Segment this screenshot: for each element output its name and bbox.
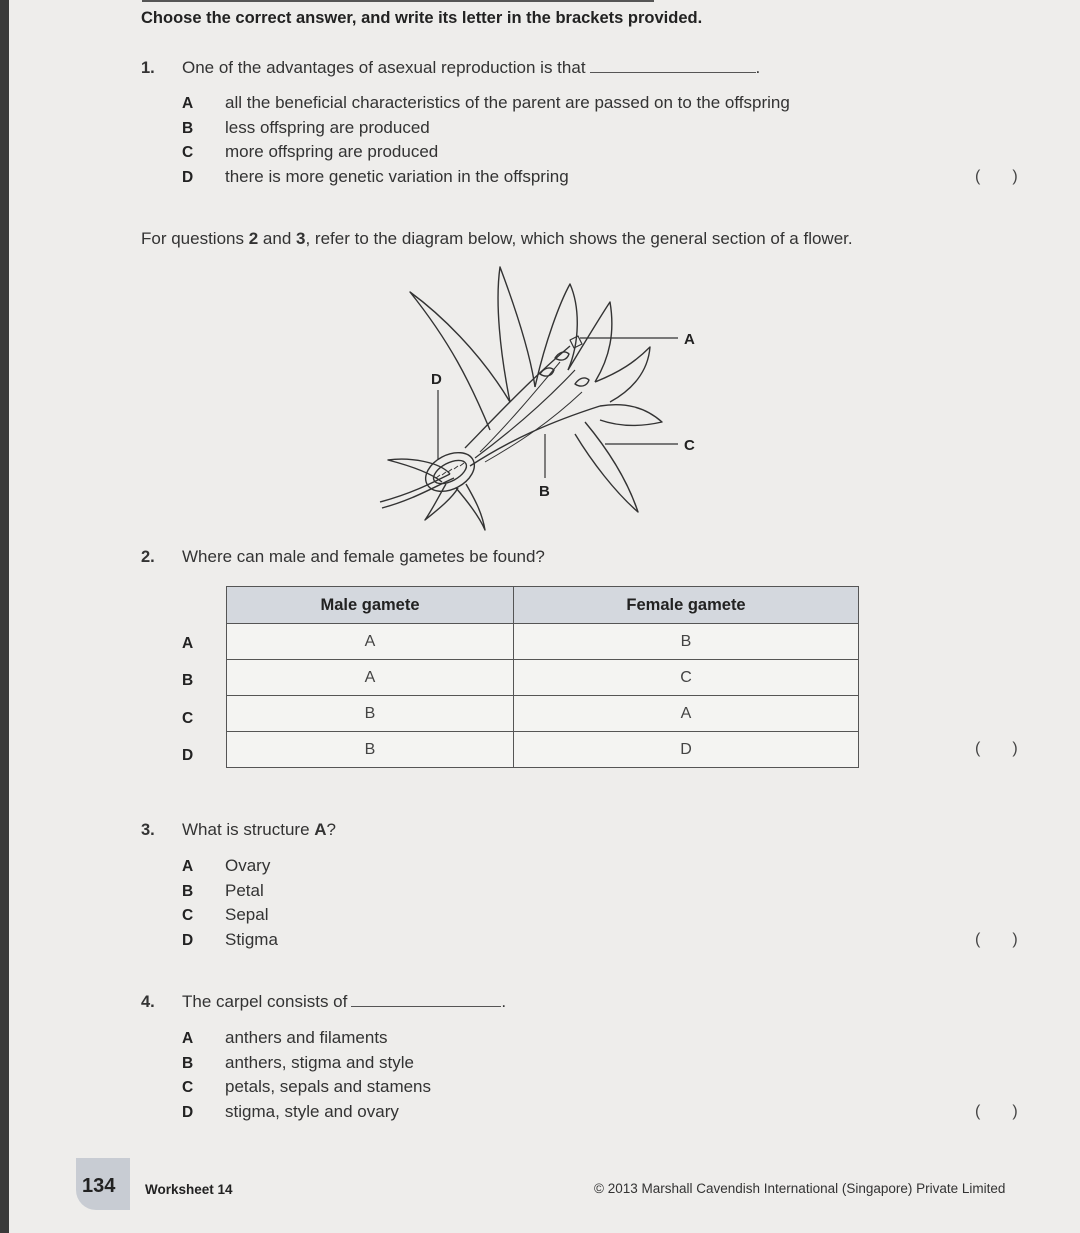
option-letter: B [182, 1054, 194, 1072]
diagram-label-b: B [539, 483, 550, 500]
q1-option-c[interactable] [182, 140, 790, 165]
option-letter: D [182, 932, 194, 950]
option-letter: C [182, 1079, 194, 1097]
petal-top [498, 267, 535, 402]
q4-option-a[interactable] [182, 1026, 431, 1051]
q4-option-d[interactable] [182, 1100, 431, 1125]
q1-stem-end: . [755, 58, 761, 77]
option-letter: C [182, 907, 194, 925]
option-letter: C [182, 144, 194, 162]
option-text: there is more genetic variation in the offspring [225, 167, 569, 187]
cell-male: B [227, 732, 514, 768]
q1-number: 1. [141, 59, 155, 77]
page-number: 134 [82, 1175, 116, 1197]
q1-answer-brackets[interactable]: ( ) [975, 168, 1018, 185]
gamete-table [226, 586, 859, 768]
option-letter: A [182, 95, 194, 112]
instruction-text: Choose the correct answer, and write its letter in the brackets provided. [141, 9, 703, 27]
q1-option-d[interactable] [182, 165, 790, 190]
cell-female: D [514, 732, 859, 768]
q3-text: What is structure A? [182, 820, 337, 839]
q4-text: The carpel consists of . [182, 992, 507, 1011]
top-rule [142, 0, 654, 2]
petal-top-left [410, 292, 510, 430]
q4-answer-blank [351, 992, 501, 1007]
q4-options [182, 1026, 431, 1125]
q1-option-b[interactable] [182, 116, 790, 141]
diagram-label-c: C [684, 437, 695, 454]
q2-option-b[interactable]: B [182, 672, 194, 689]
table-row [227, 696, 859, 732]
option-letter: D [182, 169, 194, 187]
q3-answer-brackets[interactable]: ( ) [975, 931, 1018, 948]
book-binding-edge [0, 0, 9, 1233]
q3-option-b[interactable] [182, 879, 278, 904]
option-text: more offspring are produced [225, 142, 439, 162]
q2-number: 2. [141, 548, 155, 566]
flower-stalk [380, 474, 450, 502]
q4-number: 4. [141, 993, 155, 1011]
q2-option-c[interactable]: C [182, 710, 194, 727]
q1-text [182, 58, 760, 78]
petal-lower-right [600, 405, 662, 426]
option-text: stigma, style and ovary [225, 1102, 399, 1122]
q2-answer-brackets[interactable]: ( ) [975, 740, 1018, 757]
table-row [227, 660, 859, 696]
option-letter: D [182, 1104, 194, 1122]
q4-answer-brackets[interactable]: ( ) [975, 1103, 1018, 1120]
q2-text: Where can male and female gametes be found? [182, 547, 545, 566]
petal-lower [575, 422, 638, 512]
option-text: less offspring are produced [225, 117, 430, 137]
option-letter: B [182, 882, 194, 900]
sepal-right [456, 484, 485, 530]
option-letter: B [182, 119, 194, 137]
q3-number: 3. [141, 821, 155, 839]
q3-option-d[interactable] [182, 928, 278, 953]
ovary-wall [419, 445, 481, 499]
cell-male: A [227, 624, 514, 660]
q3-option-a[interactable] [182, 854, 278, 879]
option-text: Petal [225, 880, 264, 900]
q1-stem: One of the advantages of asexual reproduction is that [182, 58, 586, 77]
corolla-tube-bottom [470, 406, 600, 466]
q4-option-b[interactable] [182, 1051, 431, 1076]
q3-options [182, 854, 278, 953]
option-text: Ovary [225, 856, 271, 875]
cell-male: B [227, 696, 514, 732]
option-text: petals, sepals and stamens [225, 1077, 432, 1097]
diagram-label-d: D [431, 371, 442, 388]
option-text: Stigma [225, 930, 278, 950]
option-text: all the beneficial characteristics of the parent are passed on to the offspring [225, 93, 790, 112]
option-text: anthers and filaments [225, 1028, 388, 1047]
worksheet-label: Worksheet 14 [145, 1182, 233, 1197]
table-row [227, 624, 859, 660]
table-header-row [227, 587, 859, 624]
cell-female: A [514, 696, 859, 732]
diagram-intro: For questions 2 and 3, refer to the diagram below, which shows the general section of a flower. [141, 229, 853, 248]
cell-female: C [514, 660, 859, 696]
option-text: Sepal [225, 905, 269, 925]
style [475, 370, 575, 458]
option-text: anthers, stigma and style [225, 1052, 414, 1072]
copyright-notice: © 2013 Marshall Cavendish International (Singapore) Private Limited [594, 1181, 1006, 1196]
header-female-gamete: Female gamete [514, 587, 859, 624]
option-letter: A [182, 1030, 194, 1047]
q1-options [182, 91, 790, 190]
q4-option-c[interactable] [182, 1075, 431, 1100]
diagram-label-a: A [684, 331, 695, 348]
header-male-gamete: Male gamete [227, 587, 514, 624]
q2-option-a[interactable]: A [182, 635, 194, 652]
q3-option-c[interactable] [182, 903, 278, 928]
q1-answer-blank [590, 58, 756, 73]
anther [575, 378, 589, 386]
cell-female: B [514, 624, 859, 660]
option-letter: A [182, 858, 194, 875]
table-row [227, 732, 859, 768]
cell-male: A [227, 660, 514, 696]
q2-option-d[interactable]: D [182, 747, 194, 764]
q1-option-a[interactable] [182, 91, 790, 116]
flower-section-diagram [370, 262, 720, 537]
